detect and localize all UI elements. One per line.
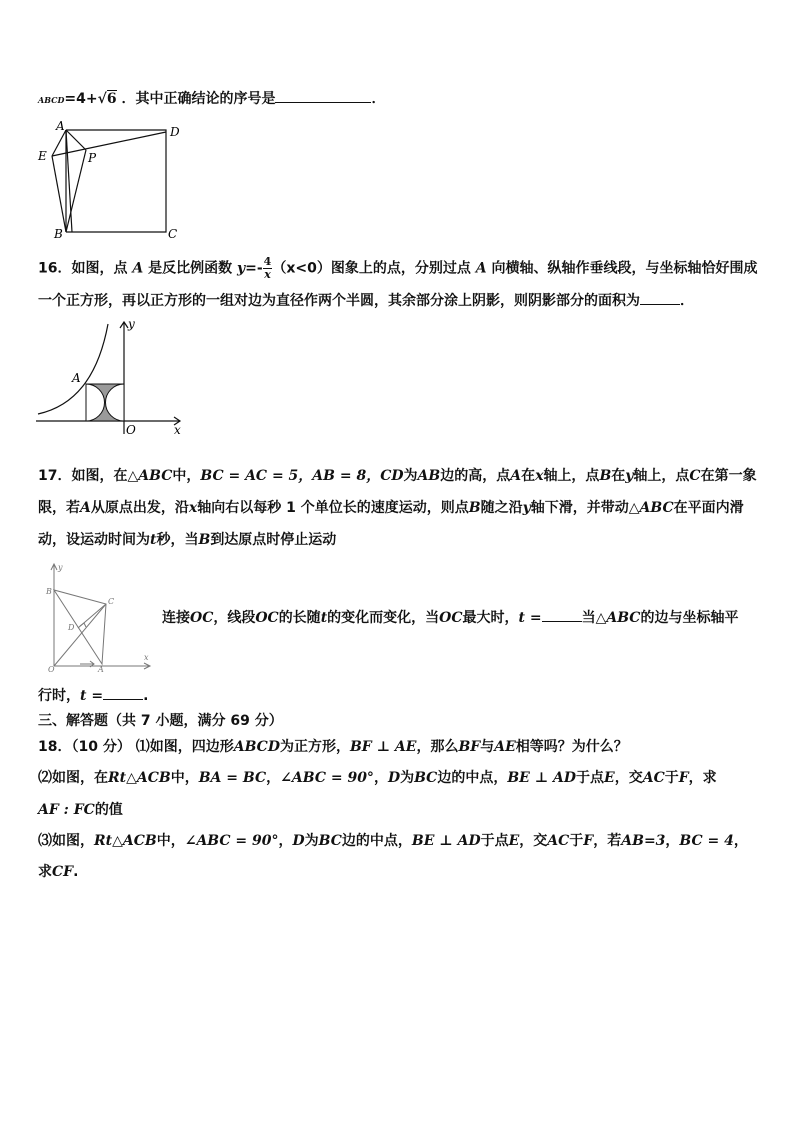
fig17-label-C: C bbox=[108, 597, 115, 606]
fraction-4-over-x: $\frac{4}{x}$ bbox=[263, 255, 272, 281]
fig15-label-A: A bbox=[56, 120, 65, 133]
q17-line-5: 行时，t = . bbox=[38, 685, 148, 706]
q17-line-4: 连接OC，线段OC的长随t的变化而变化，当OC最大时，t = 当△ABC的边与坐标轴平 bbox=[162, 607, 738, 628]
figure-15-square-diagram bbox=[34, 120, 194, 240]
fig15-label-C: C bbox=[168, 227, 178, 240]
fig17-label-D: D bbox=[68, 623, 75, 632]
fig15-label-P: P bbox=[88, 151, 97, 165]
fig15-label-B: B bbox=[54, 227, 63, 240]
q16-line-1: 16．如图，点 A 是反比例函数 y=- $\frac{4}{x}$ （x<0）图象上的点，分别过点 A 向横轴、纵轴作垂线段，与坐标轴恰好围成 bbox=[38, 255, 758, 281]
q18-part-2-ratio: AF : FC的值 bbox=[38, 802, 123, 818]
fig16-label-y: y bbox=[128, 318, 135, 331]
q17-line-2: 限，若A从原点出发，沿x轴向右以每秒 1 个单位长的速度运动，则点B随之沿y轴下滑，并带动△ABC在平面内滑 bbox=[38, 500, 744, 516]
q15-question-text: ．其中正确结论的序号是 bbox=[121, 91, 276, 107]
area-subscript: ABCD bbox=[38, 95, 65, 105]
q15-tail-line: ABCD=4+√6 ．其中正确结论的序号是 ． bbox=[38, 88, 385, 110]
q16-answer-blank bbox=[640, 290, 680, 305]
q17-line-1: 17．如图，在△ABC中，BC = AC = 5，AB = 8，CD为AB边的高，点A在x轴上，点B在y轴上，点C在第一象 bbox=[38, 468, 757, 484]
q18-part-2: ⑵如图，在Rt△ACB中，BA = BC，∠ABC = 90°，D为BC边的中点，BE ⊥ AD于点E，交AC于F，求 bbox=[38, 770, 717, 786]
fig17-label-x: x bbox=[144, 653, 149, 662]
q17-line-3: 动，设运动时间为t秒，当B到达原点时停止运动 bbox=[38, 532, 337, 548]
q18-part-3: ⑶如图，Rt△ACB中，∠ABC = 90°，D为BC边的中点，BE ⊥ AD于点E，交AC于F，若AB=3，BC = 4， bbox=[38, 833, 748, 849]
sqrt-six: √6 bbox=[97, 91, 117, 107]
fig15-label-D: D bbox=[170, 125, 180, 139]
q17-parallel-answer-blank bbox=[103, 685, 143, 700]
fig16-label-A: A bbox=[72, 371, 81, 385]
q15-answer-blank bbox=[275, 88, 371, 103]
fig15-label-E: E bbox=[38, 149, 47, 163]
q18-part-3-ask: 求CF. bbox=[38, 864, 79, 880]
q16-line-2: 一个正方形，再以正方形的一组对边为直径作两个半圆，其余部分涂上阴影，则阴影部分的面积为 ． bbox=[38, 290, 694, 311]
figure-17-sliding-triangle bbox=[40, 560, 160, 674]
q17-max-answer-blank bbox=[542, 607, 582, 622]
fig16-label-x: x bbox=[174, 423, 181, 437]
fig17-label-y: y bbox=[58, 563, 63, 572]
fig16-label-O: O bbox=[126, 423, 136, 437]
section-3-heading: 三、解答题（共 7 小题，满分 69 分） bbox=[38, 713, 283, 729]
q18-part-1: 18．（10 分） ⑴如图，四边形ABCD为正方形，BF ⊥ AE，那么BF与AE相等吗？为什么？ bbox=[38, 739, 628, 755]
figure-16-hyperbola-diagram bbox=[34, 318, 194, 438]
fig17-label-B: B bbox=[46, 587, 52, 596]
fig17-label-O: O bbox=[48, 665, 55, 674]
q15-equation: =4+ bbox=[64, 91, 98, 107]
fig17-label-A: A bbox=[98, 665, 104, 674]
